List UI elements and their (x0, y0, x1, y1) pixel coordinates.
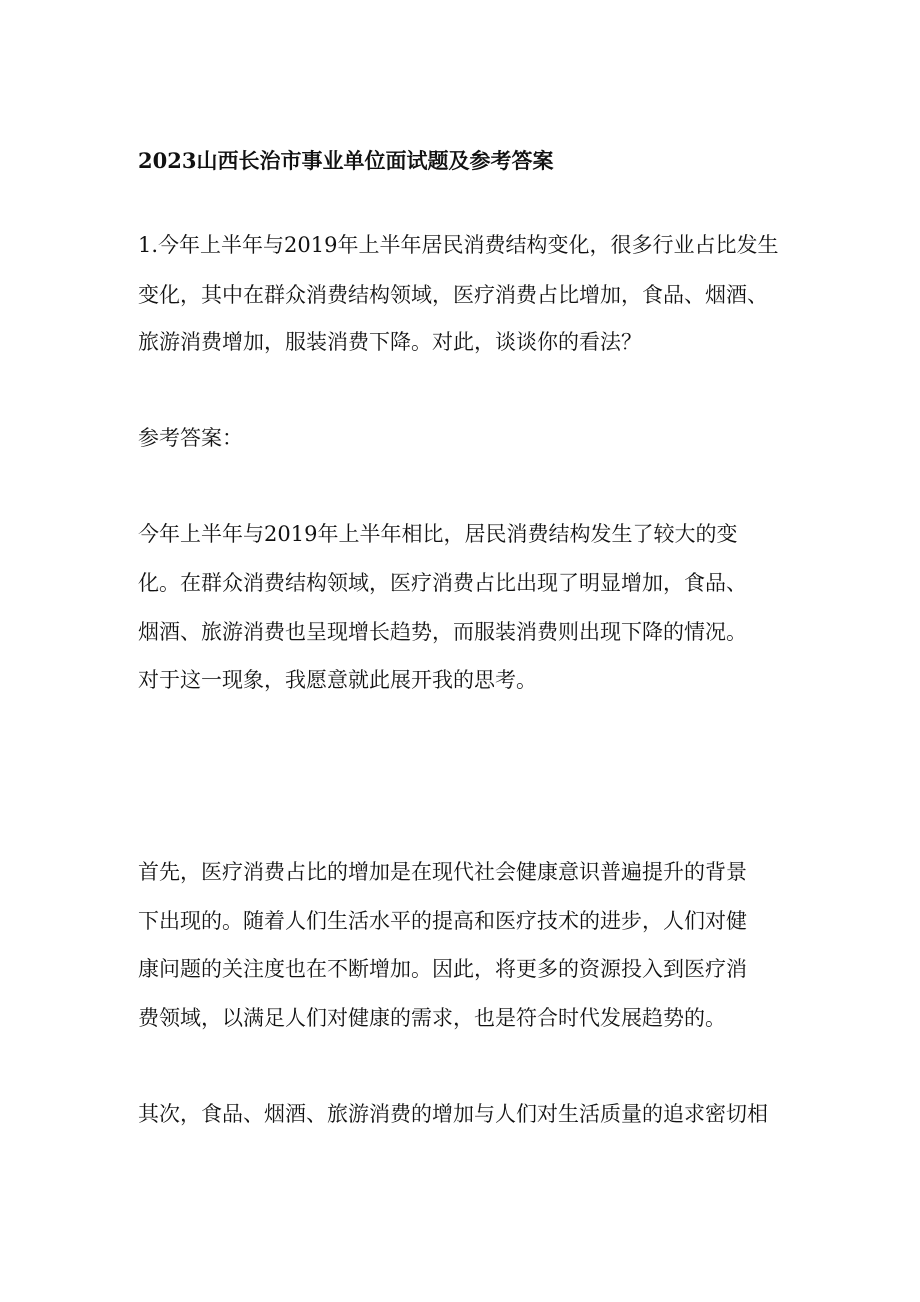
paragraph-3-line-1: 其次，食品、烟酒、旅游消费的增加与人们对生活质量的追求密切相 (138, 1102, 768, 1126)
paragraph-1-line-1: 今年上半年与2019年上半年相比，居民消费结构发生了较大的变 (138, 522, 738, 546)
question-line-2: 变化，其中在群众消费结构领域，医疗消费占比增加，食品、烟酒、 (138, 283, 768, 307)
paragraph-2-line-1: 首先，医疗消费占比的增加是在现代社会健康意识普遍提升的背景 (138, 860, 747, 884)
paragraph-1-line-4: 对于这一现象，我愿意就此展开我的思考。 (138, 668, 537, 692)
paragraph-2-line-3: 康问题的关注度也在不断增加。因此，将更多的资源投入到医疗消 (138, 957, 747, 981)
answer-label: 参考答案： (138, 426, 243, 450)
paragraph-2-line-2: 下出现的。随着人们生活水平的提高和医疗技术的进步，人们对健 (138, 909, 747, 933)
paragraph-1-line-3: 烟酒、旅游消费也呈现增长趋势，而服装消费则出现下降的情况。 (138, 620, 747, 644)
question-line-3: 旅游消费增加，服装消费下降。对此，谈谈你的看法？ (138, 330, 642, 354)
document-title: 2023山西长治市事业单位面试题及参考答案 (138, 148, 554, 173)
paragraph-1-line-2: 化。在群众消费结构领域，医疗消费占比出现了明显增加，食品、 (138, 571, 747, 595)
question-line-1: 1.今年上半年与2019年上半年居民消费结构变化，很多行业占比发生 (138, 233, 779, 257)
paragraph-2-line-4: 费领域，以满足人们对健康的需求，也是符合时代发展趋势的。 (138, 1006, 726, 1030)
